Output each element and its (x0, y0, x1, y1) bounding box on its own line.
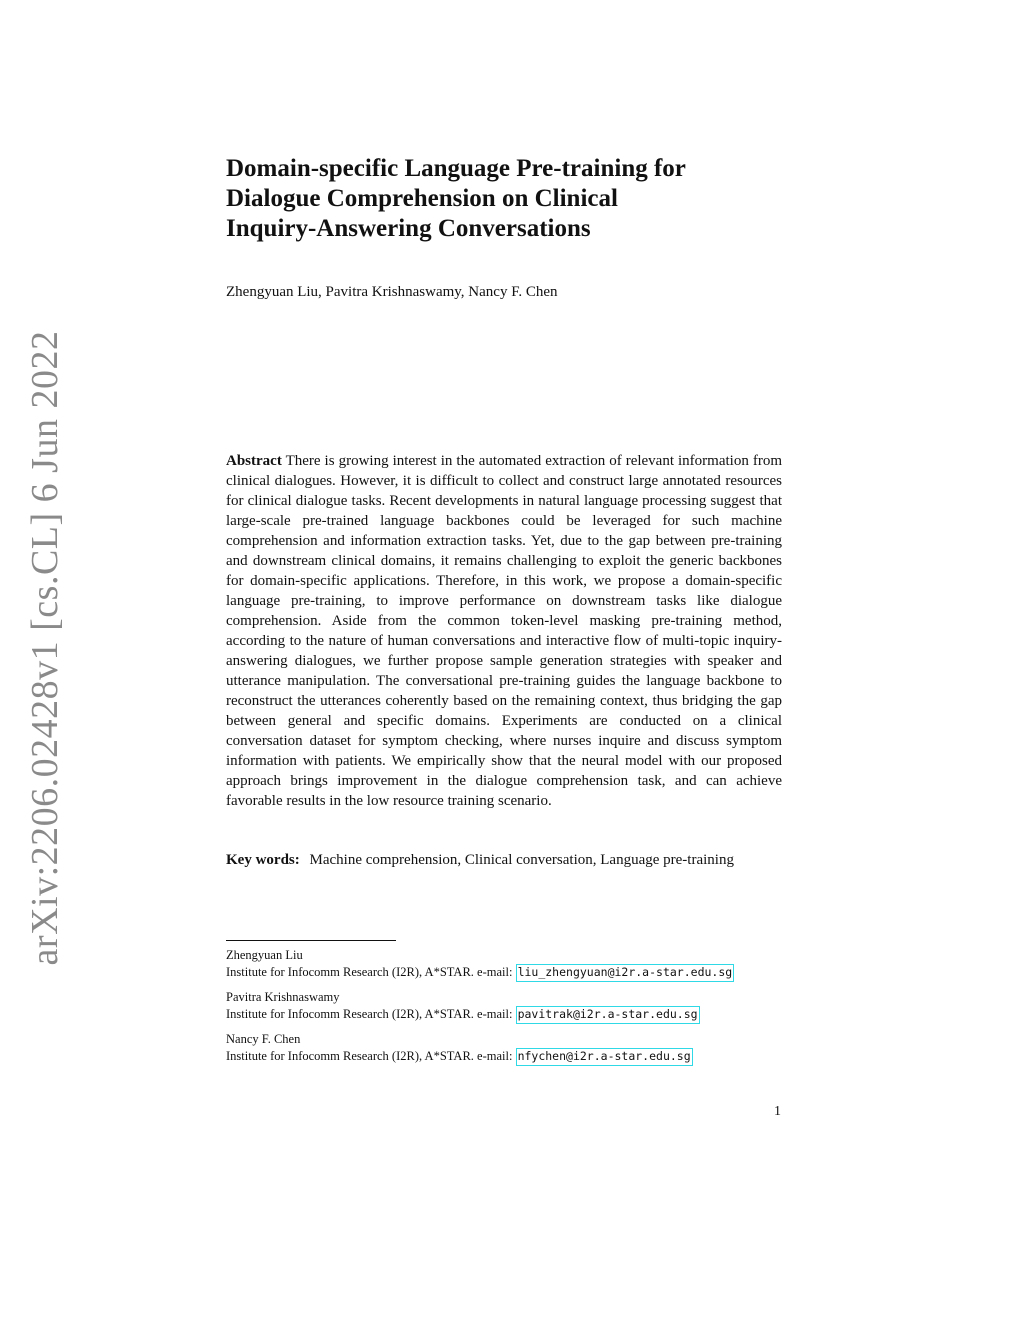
footnote-author-3 (226, 1031, 734, 1065)
keywords (226, 850, 734, 870)
email-link[interactable]: liu_zhengyuan@i2r.a-star.edu.sg (516, 964, 735, 982)
footnote-affiliation-line (226, 1048, 734, 1065)
title-line-3: Inquiry-Answering Conversations (226, 215, 591, 242)
footnote-divider (226, 940, 396, 941)
footnote-author-2 (226, 989, 734, 1023)
keywords-text: Machine comprehension, Clinical conversation, Language pre-training (309, 852, 734, 868)
footnote-name: Pavitra Krishnaswamy (226, 990, 340, 1004)
footnote-affiliation: Institute for Infocomm Research (I2R), A*STAR. e-mail: (226, 965, 513, 979)
abstract-text: There is growing interest in the automated extraction of relevant information from clinical dialogues. However, it is difficult to collect and construct large annotated resources for clinical dialogue tasks. Recent developments in natural language processing suggest that large-scale pre-trained language backbones could be leveraged for such machine comprehension and information extraction tasks. Yet, due to the gap between pre-training and downstream clinical domains, it remains challenging to exploit the generic backbones for domain-specific applications. Therefore, in this work, we propose a domain-specific language pre-training, to improve performance on downstream tasks like dialogue comprehension. Aside from the common token-level masking pre-training method, according to the nature of human conversations and interactive flow of multi-topic inquiry-answering dialogues, we further propose sample generation strategies with speaker and utterance manipulation. The conversational pre-training guides the language backbone to reconstruct the utterances coherently based on the remaining context, thus bridging the gap between general and specific domains. Experiments are conducted on a clinical conversation dataset for symptom checking, where nurses inquire and discuss symptom information with patients. We empirically show that the neural model with our proposed approach brings improvement in the dialogue comprehension task, and can achieve favorable results in the low resource training scenario. (226, 453, 783, 809)
footnote-name: Zhengyuan Liu (226, 948, 303, 962)
arxiv-identifier-stamp: arXiv:2206.02428v1 [cs.CL] 6 Jun 2022 (24, 330, 66, 966)
abstract-label: Abstract (226, 453, 282, 469)
email-link[interactable]: pavitrak@i2r.a-star.edu.sg (516, 1006, 700, 1024)
author-footnotes (226, 947, 734, 1073)
title-line-1: Domain-specific Language Pre-training for (226, 155, 686, 182)
email-link[interactable]: nfychen@i2r.a-star.edu.sg (516, 1048, 693, 1066)
author-list: Zhengyuan Liu, Pavitra Krishnaswamy, Nancy F. Chen (226, 284, 558, 300)
footnote-affiliation: Institute for Infocomm Research (I2R), A*STAR. e-mail: (226, 1007, 513, 1021)
keywords-label: Key words: (226, 852, 300, 868)
footnote-affiliation-line (226, 964, 734, 981)
footnote-affiliation: Institute for Infocomm Research (I2R), A*STAR. e-mail: (226, 1049, 513, 1063)
paper-title (226, 154, 786, 244)
footnote-name: Nancy F. Chen (226, 1032, 301, 1046)
abstract (226, 451, 782, 811)
title-line-2: Dialogue Comprehension on Clinical (226, 185, 618, 212)
footnote-author-1 (226, 947, 734, 981)
footnote-affiliation-line (226, 1006, 734, 1023)
page-number: 1 (774, 1104, 781, 1119)
